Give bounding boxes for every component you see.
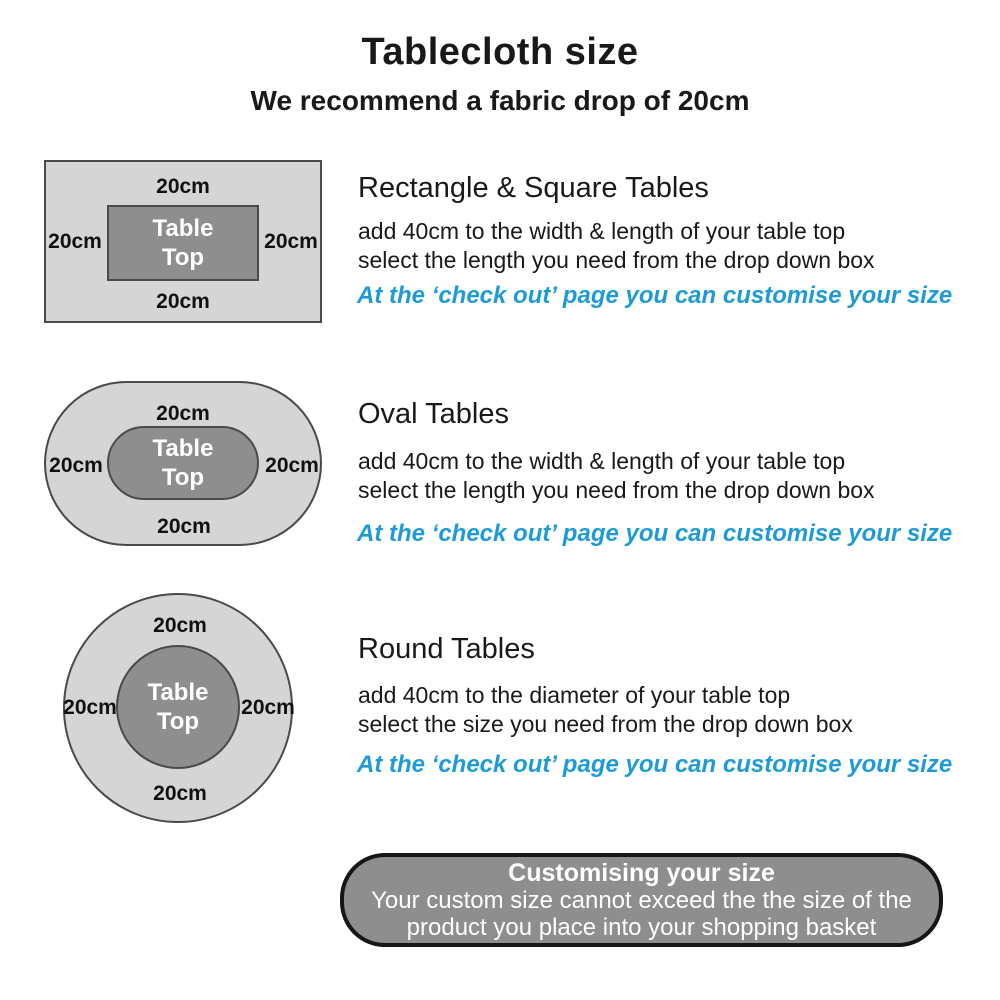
rectangle-drop-label-left: 20cm <box>48 230 102 253</box>
oval-drop-label-top: 20cm <box>156 402 210 425</box>
round-drop-label-left: 20cm <box>63 696 117 719</box>
oval-instruction-line1: add 40cm to the width & length of your table top <box>358 448 846 474</box>
oval-instruction-line2: select the length you need from the drop down box <box>358 477 875 503</box>
table-top-label-line2: Top <box>161 464 205 491</box>
oval-drop-label-right: 20cm <box>265 454 319 477</box>
rectangle-drop-label-right: 20cm <box>264 230 318 253</box>
rectangle-customise-note: At the ‘check out’ page you can customise your size <box>357 282 953 309</box>
customising-note-heading: Customising your size <box>508 858 775 887</box>
oval-drop-label-left: 20cm <box>49 454 103 477</box>
customising-note-line2: product you place into your shopping basket <box>406 913 877 941</box>
rectangle-section-body <box>358 217 875 275</box>
round-instruction-line1: add 40cm to the diameter of your table top <box>358 682 791 708</box>
rectangle-instruction-line1: add 40cm to the width & length of your table top <box>358 218 846 244</box>
round-instruction-line2: select the size you need from the drop down box <box>358 711 853 737</box>
rectangle-instruction-line2: select the length you need from the drop down box <box>358 247 875 273</box>
customising-size-note-box <box>340 853 943 947</box>
page-title: Tablecloth size <box>361 31 639 73</box>
rectangle-drop-label-bottom: 20cm <box>156 290 210 313</box>
page-subtitle: We recommend a fabric drop of 20cm <box>250 85 750 116</box>
round-section-body <box>358 681 853 739</box>
round-drop-label-top: 20cm <box>153 614 207 637</box>
table-top-label-line1: Table <box>152 215 214 242</box>
table-top-label-line1: Table <box>152 435 214 462</box>
oval-section-heading: Oval Tables <box>358 398 509 430</box>
table-top-label-line2: Top <box>156 708 200 735</box>
rectangle-section-heading: Rectangle & Square Tables <box>358 172 709 204</box>
table-top-label-line2: Top <box>161 244 205 271</box>
oval-customise-note: At the ‘check out’ page you can customise your size <box>357 520 953 547</box>
oval-drop-label-bottom: 20cm <box>157 515 211 538</box>
rectangle-drop-label-top: 20cm <box>156 175 210 198</box>
oval-section-body <box>358 447 875 505</box>
table-top-label-line1: Table <box>147 679 209 706</box>
round-drop-label-bottom: 20cm <box>153 782 207 805</box>
round-drop-label-right: 20cm <box>241 696 295 719</box>
round-customise-note: At the ‘check out’ page you can customise your size <box>357 751 953 778</box>
round-section-heading: Round Tables <box>358 633 535 665</box>
customising-note-line1: Your custom size cannot exceed the the size of the <box>371 886 912 914</box>
